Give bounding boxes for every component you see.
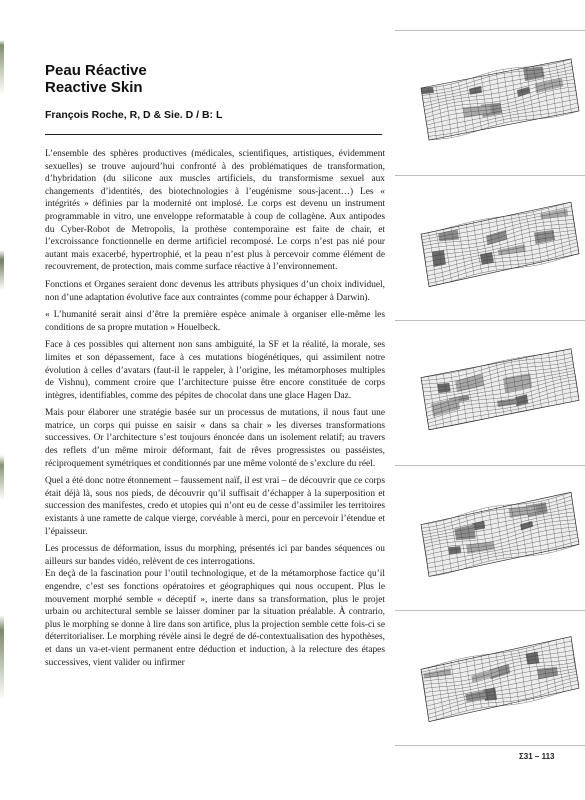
paragraph: « L’humanité serait ainsi d’être la première espèce animale à organiser elle-même les conditions de sa propre mutation » Houelbeck.	[45, 310, 385, 333]
authors-line: François Roche, R, D & Sie. D / B: L	[45, 109, 223, 121]
figure-divider	[395, 30, 585, 31]
paragraph: En deçà de la fascination pour l’outil technologique, et de la métamorphose factice qu’il engendre, c’est ses fonctions opératoires et géographiques qui nous occupent. Plus le mouvement morphé semble « déceptif », inerte dans sa transformation, plus le projet urbain ou architectural semble se laisser dominer par la situation préalable. À contrario, plus le morphing se donne à lire dans son artifice, plus la projection semble cette fois-ci se déterritorialiser. Le morphing révèle ainsi le degré de dé-contextualisation des hypothèses, et dans un va-et-vient permanent entre déduction et induction, à la relecture des étapes successives, vient valider ou infirmer	[45, 569, 385, 668]
terrain-block	[437, 383, 450, 393]
morphing-terrain-figure-4	[413, 485, 581, 585]
paragraph: Face à ces possibles qui alternent non sans ambiguité, la SF et la réalité, la morale, ses limites et son dépassement, face à ces mutations biogénétiques, qui assimilent notre évolution à celles d’avatars (faut-il le rappeler, à l’origine, les métamorphoses multiples de Vishnu), comment croire que l’architecture puisse être encore constituée de corps intègres, identifiables, comme des pépites de chocolat dans une glace Hagen Daz.	[45, 340, 385, 401]
left-edge-photo-strip	[0, 0, 4, 800]
figure-divider	[395, 175, 585, 176]
morphing-terrain-figure-1	[413, 50, 581, 150]
article-body	[45, 148, 385, 674]
paragraph: Les processus de déformation, issus du morphing, présentés ici par bandes séquences ou ailleurs sur bandes vidéo, relèvent de ces interrogations.	[45, 544, 385, 567]
terrain-surface	[421, 59, 579, 140]
article-title	[45, 62, 147, 96]
figure-divider	[395, 745, 585, 746]
paragraph: Mais pour élaborer une stratégie basée sur un processus de mutations, il nous faut une matrice, un corps qui puisse en saisir « dans sa chair » les diverses transformations successives. Or l’architecture s’est toujours énoncée dans un isolement relatif; au travers des reflets d’un même miroir déformant, fait de rêves progressistes ou passéistes, réciproquement symétriques et conditionnés par une même volonté de s’exclure du réel.	[45, 408, 385, 469]
paragraph: Fonctions et Organes seraient donc devenus les attributs physiques d’un choix individuel, non d’une adaptation évolutive face aux contraintes (comme pour échapper à Darwin).	[45, 279, 385, 303]
paragraph: Quel a été donc notre étonnement – faussement naïf, il est vrai – de découvrir que ce corps était déjà là, sous nos pieds, de découvrir qu’il suffisait d’échapper à la superposition et succession des manifestes, credo et utopies qui n’ont eu de cesse d’assimiler les territoires existants à une ramette de calque vierge, corvéable à merci, pour en percevoir l’étendue et l’épaisseur.	[45, 476, 385, 537]
morphing-terrain-figure-5	[413, 630, 581, 730]
morphing-terrain-figure-3	[413, 340, 581, 440]
figure-divider	[395, 610, 585, 611]
figure-column	[395, 30, 585, 750]
title-english: Reactive Skin	[45, 79, 143, 96]
title-french: Peau Réactive	[45, 62, 147, 79]
paragraph: L’ensemble des sphères productives (médicales, scientifiques, artistiques, évidemment sexuelles) se trouve aujourd’hui confronté à des problématiques de transformation, d’hybridation (du silicone aux muscles artificiels, du transformisme sexuel aux changements d’identités, des biotechnologies à l’eugénisme sous-jacent…) Les « intégrités » définies par la modernité ont implosé. Le corps est devenu un instrument programmable in vitro, une enveloppe reformatable à coup de collagène. Aux antipodes du Cyber-Robot de Metropolis, la prothèse contemporaine est faite de chair, et l’excroissance fonctionnelle en derme artificiel recomposé. Le corps n’est pas nié pour autant mais exacerbé, hypertrophié, et la peau n’est plus à percevoir comme élément de recouvrement, de protection, mais comme surface réactive à l’environnement.	[45, 149, 385, 273]
figure-divider	[395, 465, 585, 466]
figure-divider	[395, 320, 585, 321]
title-divider	[45, 134, 382, 135]
page-number: Σ31 – 113	[519, 752, 555, 761]
morphing-terrain-figure-2	[413, 195, 581, 295]
